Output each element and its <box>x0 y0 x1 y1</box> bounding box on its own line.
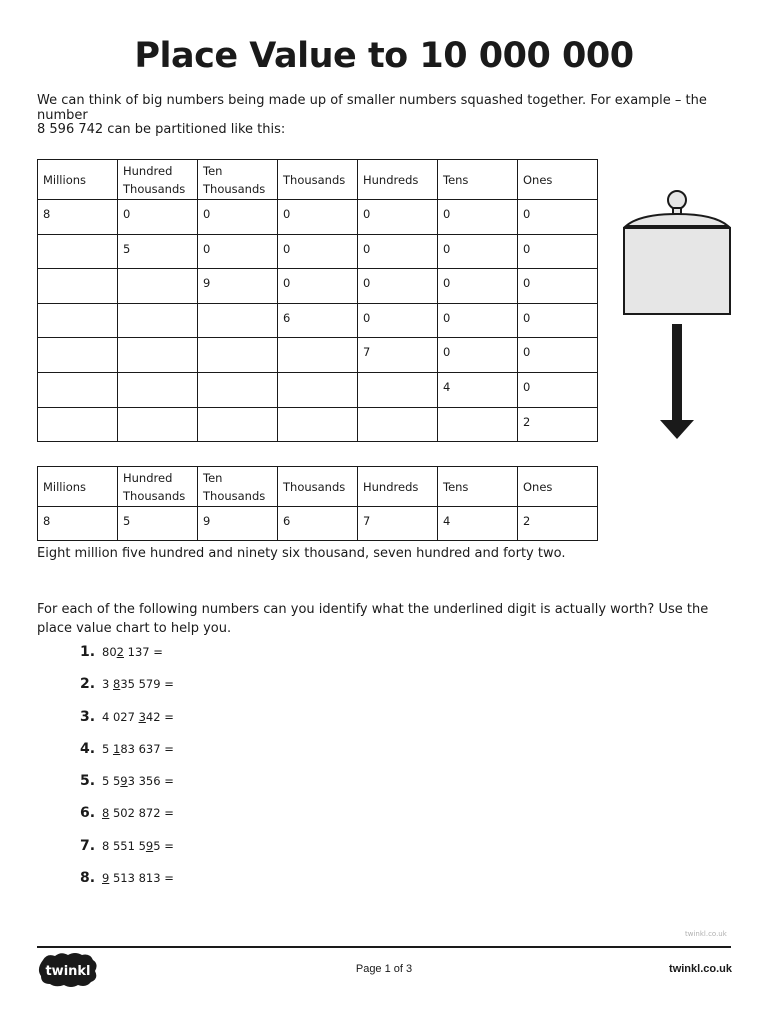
underlined-digit: 9 <box>145 838 154 853</box>
header-ten-thousands: Ten Thousands <box>198 160 278 200</box>
table-cell <box>38 372 118 407</box>
table-cell <box>358 372 438 407</box>
table-row <box>38 200 598 235</box>
table-cell <box>438 407 518 442</box>
page-title: Place Value to 10 000 000 <box>134 36 634 76</box>
table-cell: 0 <box>518 200 598 235</box>
table-cell: 6 <box>278 507 358 541</box>
list-item <box>80 644 174 676</box>
digits-before: 80 <box>102 645 117 659</box>
question-number: 5. <box>80 773 96 790</box>
underlined-digit: 1 <box>112 741 121 756</box>
question-number: 7. <box>80 837 96 854</box>
list-item <box>80 773 174 805</box>
table-cell: 0 <box>118 200 198 235</box>
table-cell: 0 <box>518 372 598 407</box>
digits-before: 3 <box>102 677 113 692</box>
question-text <box>102 806 174 820</box>
list-item <box>80 709 174 741</box>
table-cell <box>38 407 118 442</box>
table-cell <box>278 372 358 407</box>
table-cell: 0 <box>438 269 518 304</box>
table-cell <box>198 303 278 338</box>
table-cell: 0 <box>278 200 358 235</box>
digits-after: 502 872 = <box>109 806 174 821</box>
table-row <box>38 269 598 304</box>
header-millions: Millions <box>38 467 118 507</box>
page-number: Page 1 of 3 <box>355 963 413 975</box>
copyright-text: twinkl.co.uk <box>685 930 727 938</box>
header-ones: Ones <box>518 160 598 200</box>
digits-before: 4 027 <box>102 709 139 724</box>
table-cell: 0 <box>518 303 598 338</box>
list-item <box>80 805 174 837</box>
underlined-digit: 2 <box>116 645 124 659</box>
question-text <box>102 774 174 788</box>
table-cell: 0 <box>438 338 518 373</box>
question-list <box>80 644 174 902</box>
table-row <box>38 234 598 269</box>
table-cell <box>358 407 438 442</box>
digits-before: 5 <box>102 741 113 756</box>
question-text <box>102 742 174 756</box>
number-in-words: Eight million five hundred and ninety six thousand, seven hundred and forty two. <box>37 546 566 561</box>
list-item <box>80 676 174 708</box>
header-tens: Tens <box>438 160 518 200</box>
header-hundreds: Hundreds <box>358 160 438 200</box>
question-text <box>102 677 174 691</box>
table-cell: 0 <box>358 234 438 269</box>
digits-after: 513 813 = <box>109 871 174 886</box>
site-url: twinkl.co.uk <box>669 963 732 975</box>
table-cell <box>118 407 198 442</box>
question-text <box>102 710 174 724</box>
table-cell <box>278 407 358 442</box>
header-hundreds: Hundreds <box>358 467 438 507</box>
table-cell: 8 <box>38 200 118 235</box>
table-row <box>38 303 598 338</box>
list-item <box>80 741 174 773</box>
digits-after: 42 = <box>145 709 174 724</box>
digits-after: 83 637 = <box>120 741 174 756</box>
digits-after: 35 579 = <box>120 677 174 692</box>
header-hundred-thousands: Hundred Thousands <box>118 160 198 200</box>
table-cell <box>38 338 118 373</box>
question-text <box>102 645 163 659</box>
table-cell <box>198 338 278 373</box>
table-cell: 4 <box>438 372 518 407</box>
table-cell: 0 <box>358 303 438 338</box>
question-text <box>102 871 174 885</box>
table-cell: 9 <box>198 507 278 541</box>
table-cell: 0 <box>278 234 358 269</box>
table-cell: 2 <box>518 407 598 442</box>
intro-line-1: We can think of big numbers being made up of smaller numbers squashed together. For example – the number <box>37 93 707 123</box>
table-cell <box>118 269 198 304</box>
table-cell: 0 <box>438 234 518 269</box>
header-ten-thousands: Ten Thousands <box>198 467 278 507</box>
table-cell: 6 <box>278 303 358 338</box>
header-ones: Ones <box>518 467 598 507</box>
list-item <box>80 870 174 902</box>
question-number: 2. <box>80 676 96 693</box>
question-number: 6. <box>80 805 96 822</box>
question-number: 1. <box>80 644 96 660</box>
table-cell: 7 <box>358 507 438 541</box>
combined-table <box>37 466 598 541</box>
header-thousands: Thousands <box>278 160 358 200</box>
digits-after: 3 356 = <box>127 774 174 789</box>
partition-table-header <box>38 160 598 200</box>
intro-line-2: 8 596 742 can be partitioned like this: <box>37 122 286 137</box>
question-number: 8. <box>80 870 96 887</box>
table-row <box>38 372 598 407</box>
table-cell <box>118 372 198 407</box>
list-item <box>80 838 174 870</box>
table-cell: 7 <box>358 338 438 373</box>
partition-table <box>37 159 598 442</box>
header-millions: Millions <box>38 160 118 200</box>
table-cell: 0 <box>358 200 438 235</box>
table-row <box>38 407 598 442</box>
table-cell: 8 <box>38 507 118 541</box>
footer-divider <box>37 946 731 948</box>
table-cell: 0 <box>518 338 598 373</box>
table-cell: 0 <box>518 269 598 304</box>
table-cell: 4 <box>438 507 518 541</box>
header-hundred-thousands: Hundred Thousands <box>118 467 198 507</box>
combined-table-row <box>38 507 598 541</box>
table-cell: 2 <box>518 507 598 541</box>
table-cell <box>198 407 278 442</box>
question-number: 3. <box>80 708 96 725</box>
digits-after: 5 = <box>153 838 174 853</box>
header-thousands: Thousands <box>278 467 358 507</box>
digits-before: 8 551 5 <box>102 838 146 853</box>
table-cell <box>118 303 198 338</box>
underlined-digit: 9 <box>102 871 110 886</box>
table-cell: 9 <box>198 269 278 304</box>
table-row <box>38 338 598 373</box>
table-cell <box>278 338 358 373</box>
question-text <box>102 839 174 853</box>
table-cell: 0 <box>198 200 278 235</box>
logo-text: twinkl <box>45 964 91 979</box>
jar-arrow-illustration <box>620 188 734 440</box>
underlined-digit: 8 <box>102 806 110 821</box>
underlined-digit: 8 <box>112 677 121 692</box>
table-cell: 0 <box>358 269 438 304</box>
table-cell <box>118 338 198 373</box>
table-cell: 0 <box>278 269 358 304</box>
digits-before: 5 5 <box>102 774 121 789</box>
underlined-digit: 3 <box>138 709 146 724</box>
table-cell: 0 <box>438 303 518 338</box>
combined-table-header <box>38 467 598 507</box>
question-instructions: For each of the following numbers can you identify what the underlined digit is actually worth? Use the place value chart to help you. <box>37 602 709 636</box>
digits-after: 137 = <box>123 645 163 659</box>
header-tens: Tens <box>438 467 518 507</box>
table-cell: 0 <box>518 234 598 269</box>
table-cell: 0 <box>438 200 518 235</box>
table-cell: 5 <box>118 234 198 269</box>
question-number: 4. <box>80 740 96 757</box>
table-cell: 0 <box>198 234 278 269</box>
underlined-digit: 9 <box>120 774 128 789</box>
partition-table-body <box>38 200 598 442</box>
table-cell <box>38 234 118 269</box>
table-cell <box>38 303 118 338</box>
table-cell: 5 <box>118 507 198 541</box>
table-cell <box>38 269 118 304</box>
table-cell <box>198 372 278 407</box>
